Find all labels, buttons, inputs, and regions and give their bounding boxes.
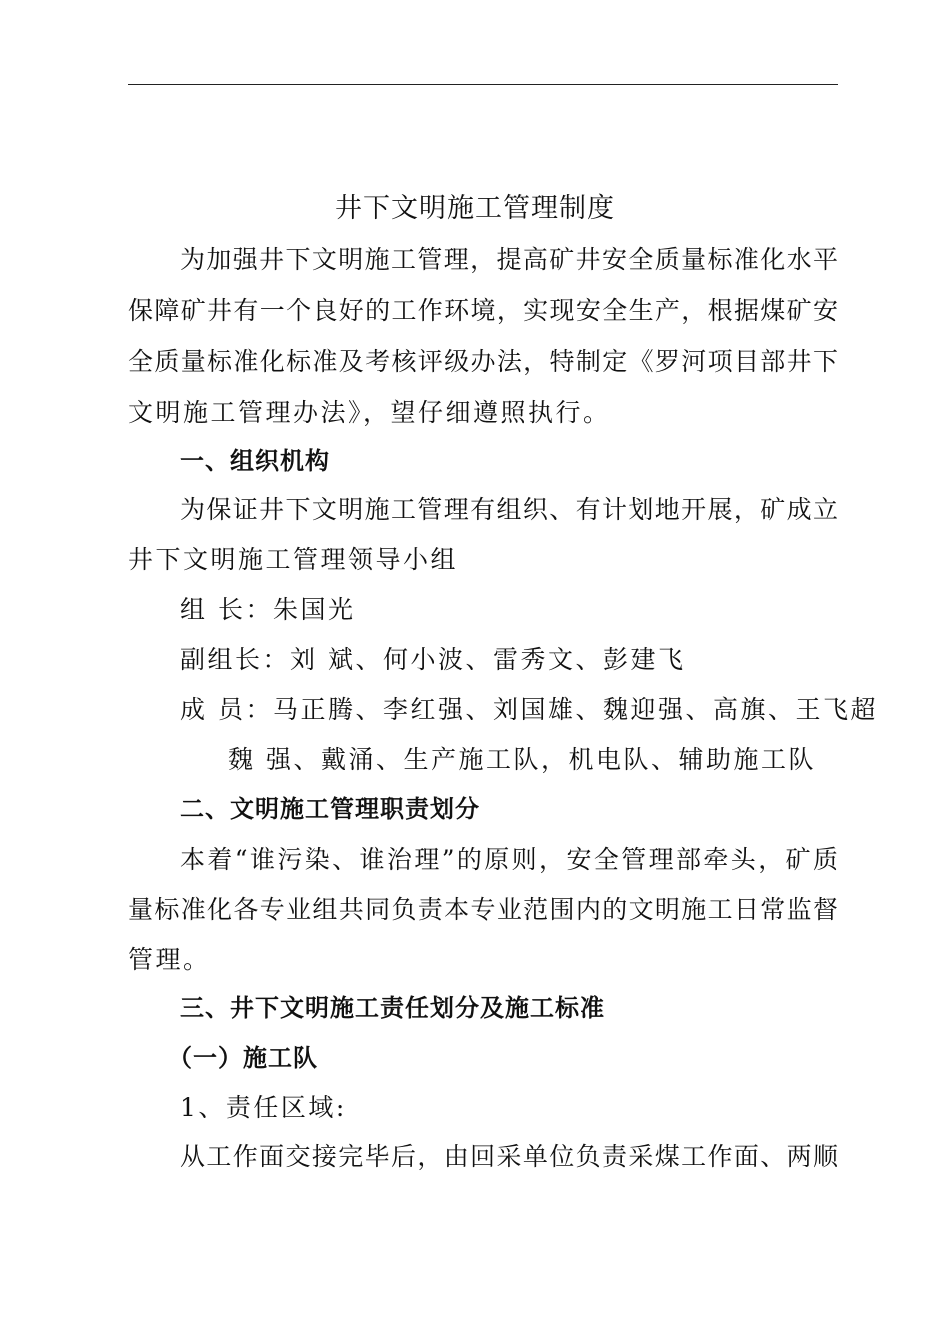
- group-members: 成 员：马正腾、李红强、刘国雄、魏迎强、高旗、王飞超: [180, 695, 878, 724]
- header-rule: [128, 84, 838, 85]
- section1-para-line-2: 井下文明施工管理领导小组: [128, 545, 459, 574]
- section2-para-line-3: 管理。: [128, 945, 211, 974]
- intro-line-3: 全质量标准化标准及考核评级办法，特制定《罗河项目部井下: [128, 347, 838, 376]
- intro-line-1: 为加强井下文明施工管理，提高矿井安全质量标准化水平: [180, 245, 838, 274]
- intro-line-2: 保障矿井有一个良好的工作环境，实现安全生产，根据煤矿安: [128, 296, 838, 325]
- group-members-continued: 魏 强、戴涌、生产施工队，机电队、辅助施工队: [228, 745, 816, 774]
- section3-item-1: 1、责任区域:: [180, 1093, 347, 1122]
- section3-subheading: （一）施工队: [168, 1044, 318, 1072]
- intro-line-4: 文明施工管理办法》，望仔细遵照执行。: [128, 398, 611, 427]
- section2-heading: 二、文明施工管理职责划分: [180, 795, 480, 823]
- section1-heading: 一、组织机构: [180, 447, 330, 475]
- section1-para-line-1: 为保证井下文明施工管理有组织、有计划地开展，矿成立: [180, 495, 838, 524]
- group-leader: 组 长：朱国光: [180, 595, 356, 624]
- section2-para-line-1: 本着“谁污染、谁治理”的原则，安全管理部牵头，矿质: [180, 845, 838, 874]
- section3-heading: 三、井下文明施工责任划分及施工标准: [180, 994, 605, 1022]
- document-title: 井下文明施工管理制度: [335, 193, 615, 224]
- section2-para-line-2: 量标准化各专业组共同负责本专业范围内的文明施工日常监督: [128, 895, 838, 924]
- group-vice-leaders: 副组长：刘 斌、何小波、雷秀文、彭建飞: [180, 645, 686, 674]
- section3-para-line-1: 从工作面交接完毕后，由回采单位负责采煤工作面、两顺: [180, 1142, 838, 1171]
